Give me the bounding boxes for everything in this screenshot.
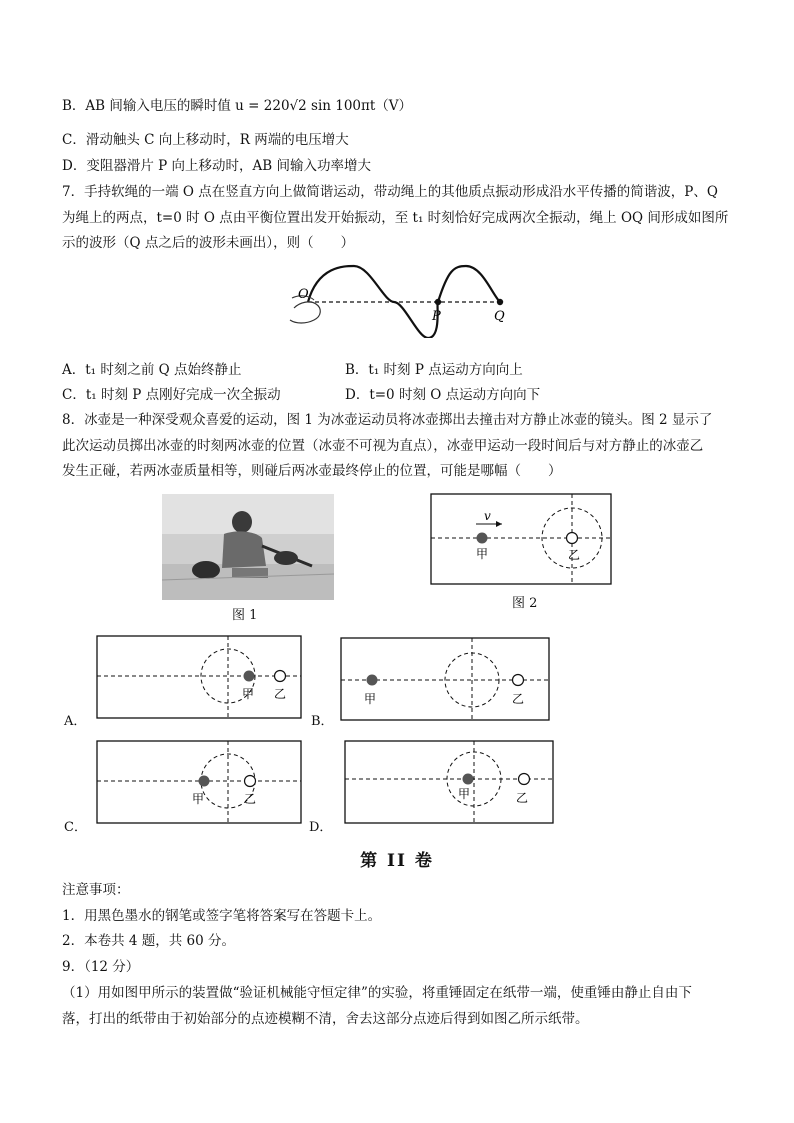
q6-option-d: D．变阻器滑片 P 向上移动时，AB 间输入功率增大	[62, 158, 371, 174]
figure-1-caption: 图 1	[232, 608, 258, 623]
q6-option-c: C．滑动触头 C 向上移动时，R 两端的电压增大	[62, 132, 349, 148]
svg-text:甲: 甲	[242, 687, 255, 701]
point-q	[497, 299, 503, 305]
q8-stem-line2: 此次运动员掷出冰壶的时刻两冰壶的位置（冰壶不可视为直点），冰壶甲运动一段时间后与对方静止的冰壶乙	[62, 438, 704, 454]
q7-option-b: B．t₁ 时刻 P 点运动方向向上	[345, 362, 523, 378]
svg-text:乙: 乙	[244, 792, 257, 806]
q7-stem-line1: 7．手持软绳的一端 O 点在竖直方向上做简谐运动，带动绳上的其他质点振动形成沿水平传播的简谐波，P、Q	[62, 184, 718, 200]
q9-line1: （1）用如图甲所示的装置做“验证机械能守恒定律”的实验，将重锤固定在纸带一端，使重锤由静止自由下	[62, 985, 692, 1001]
option-c-diagram	[96, 740, 302, 824]
q7-option-d: D．t=0 时刻 O 点运动方向向下	[345, 387, 541, 403]
q9-header: 9．（12 分）	[62, 959, 140, 975]
q7-option-c: C．t₁ 时刻 P 点刚好完成一次全振动	[62, 387, 281, 403]
stone-jia	[477, 533, 488, 544]
point-p	[435, 299, 441, 305]
stone-yi	[567, 533, 578, 544]
option-a-label: A．	[64, 714, 87, 729]
label-o: O	[298, 287, 309, 302]
label-p: P	[432, 309, 441, 324]
q8-stem-line1: 8．冰壶是一种深受观众喜爱的运动，图 1 为冰壶运动员将冰壶掷出去撞击对方静止冰壶的镜头。图 2 显示了	[62, 412, 713, 428]
option-c-label: C．	[64, 820, 87, 835]
q7-stem-line3: 示的波形（Q 点之后的波形未画出），则（ ）	[62, 235, 355, 251]
figure-2-diagram	[430, 493, 612, 585]
notes-title: 注意事项：	[62, 882, 130, 898]
hand-icon	[290, 302, 320, 323]
q8-stem-line3: 发生正碰，若两冰壶质量相等，则碰后两冰壶最终停止的位置，可能是哪幅（ ）	[62, 463, 562, 479]
q7-wave-figure	[286, 258, 522, 338]
figure-2-caption: 图 2	[512, 596, 538, 611]
svg-text:乙: 乙	[274, 687, 287, 701]
q7-option-a: A．t₁ 时刻之前 Q 点始终静止	[62, 362, 242, 378]
velocity-label: v	[484, 509, 491, 523]
q9-line2: 落，打出的纸带由于初始部分的点迹模糊不清，舍去这部分点迹后得到如图乙所示纸带。	[62, 1011, 589, 1027]
q6-option-b: B．AB 间输入电压的瞬时值 u = 220√2 sin 100πt（V）	[62, 98, 413, 114]
option-b-diagram	[340, 637, 550, 721]
svg-text:甲: 甲	[192, 792, 205, 806]
note-2: 2．本卷共 4 题，共 60 分。	[62, 933, 236, 949]
note-1: 1．用黑色墨水的钢笔或签字笔将答案写在答题卡上。	[62, 908, 382, 924]
svg-text:甲: 甲	[458, 787, 471, 801]
section-2-title: 第 II 卷	[360, 851, 434, 871]
q7-stem-line2: 为绳上的两点，t=0 时 O 点由平衡位置出发开始振动，至 t₁ 时刻恰好完成两次全振动，绳上 OQ 间形成如图所	[62, 210, 729, 226]
svg-text:甲: 甲	[364, 692, 377, 706]
option-a-diagram	[96, 635, 302, 719]
label-yi: 乙	[568, 548, 581, 562]
svg-text:乙: 乙	[516, 791, 529, 805]
label-jia: 甲	[476, 547, 489, 561]
option-b-label: B．	[311, 714, 334, 729]
figure-1-photo	[162, 494, 334, 600]
option-d-diagram	[344, 740, 554, 824]
svg-text:乙: 乙	[512, 692, 525, 706]
label-q: Q	[494, 309, 505, 324]
option-d-label: D．	[309, 820, 333, 835]
